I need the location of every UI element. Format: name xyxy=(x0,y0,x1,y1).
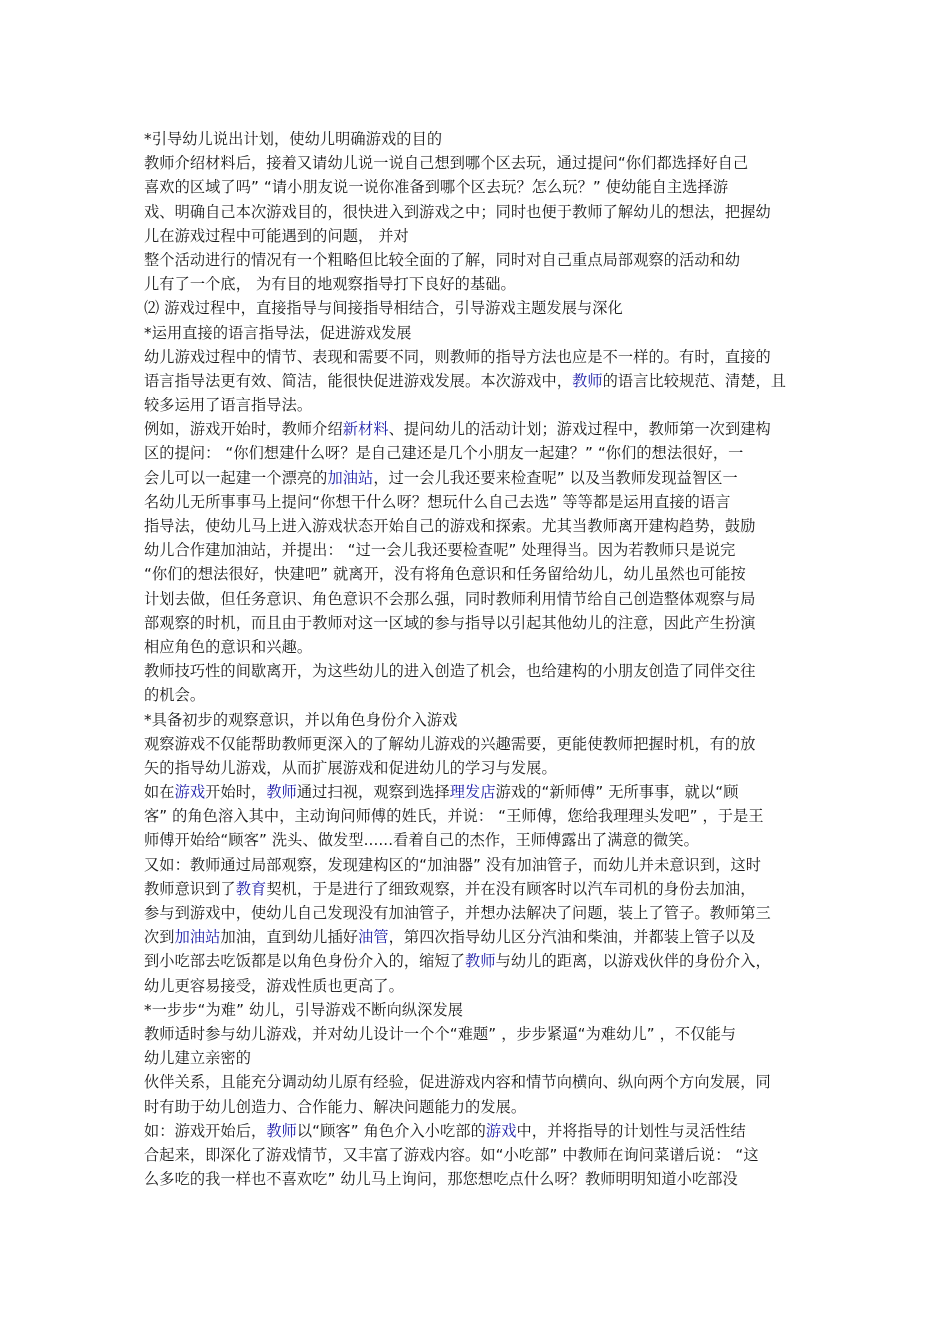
text-line xyxy=(144,949,814,973)
text-run: 部观察的时机，而且由于教师对这一区域的参与指导以引起其他幼儿的注意，因此产生扮演 xyxy=(144,613,756,632)
text-line xyxy=(144,466,814,490)
text-line xyxy=(144,393,814,417)
keyword-link[interactable]: 教师 xyxy=(266,1121,297,1140)
text-run: 指导法，使幼儿马上进入游戏状态开始自己的游戏和探索。尤其当教师离开建构趋势，鼓励 xyxy=(144,517,756,535)
keyword-link[interactable]: 教师 xyxy=(266,783,297,802)
text-line xyxy=(144,1095,814,1119)
text-run: 戏、明确自己本次游戏目的，很快进入到游戏之中；同时也便于教师了解幼儿的想法，把握幼 xyxy=(144,202,771,221)
keyword-link[interactable]: 教师 xyxy=(465,952,496,971)
text-line xyxy=(144,1046,814,1070)
text-run: 的机会。 xyxy=(144,686,206,705)
keyword-link[interactable]: 游戏 xyxy=(174,783,206,802)
text-run: 么多吃的我一样也不喜欢吃” 幼儿马上询问，那您想吃点什么呀？教师明明知道小吃部没 xyxy=(144,1170,738,1189)
text-line xyxy=(144,974,814,998)
text-run: 契机，于是进行了细致观察，并在没有顾客时以汽车司机的身份去加油， xyxy=(266,879,756,898)
text-line xyxy=(144,538,814,562)
text-line xyxy=(144,611,814,635)
text-run: 例如，游戏开始时，教师介绍 xyxy=(144,420,343,439)
text-line xyxy=(144,151,814,175)
text-line xyxy=(144,248,814,272)
text-line xyxy=(144,901,814,925)
text-run: 教师适时参与幼儿游戏，并对幼儿设计一个个“难题” ，步步紧逼“为难幼儿” ，不仅能与 xyxy=(144,1024,737,1043)
text-line xyxy=(144,780,814,804)
text-line xyxy=(144,1119,814,1143)
text-line xyxy=(144,925,814,949)
text-run: 儿有了一个底， 为有目的地观察指导打下良好的基础。 xyxy=(144,275,516,294)
text-line xyxy=(144,369,814,393)
text-line xyxy=(144,659,814,683)
text-run: 伙伴关系，且能充分调动幼儿原有经验，促进游戏内容和情节向横向、纵向两个方向发展，同 xyxy=(144,1073,771,1092)
text-run: 时有助于幼儿创造力、合作能力、解决问题能力的发展。 xyxy=(144,1097,527,1116)
text-line xyxy=(144,490,814,514)
text-run: 观察游戏不仅能帮助教师更深入的了解幼儿游戏的兴趣需要，更能使教师把握时机，有的放 xyxy=(144,734,756,753)
text-run: 较多运用了语言指导法。 xyxy=(144,396,313,415)
text-line xyxy=(144,683,814,707)
text-run: *一步步“为难” 幼儿，引导游戏不断向纵深发展 xyxy=(144,1000,464,1019)
text-run: ，过一会儿我还要来检查呢” 以及当教师发现益智区一 xyxy=(373,468,738,487)
text-line xyxy=(144,1143,814,1167)
text-run: 区的提问： “你们想建什么呀？是自己建还是几个小朋友一起建？” “你们的想法很好，一 xyxy=(144,444,744,463)
keyword-link[interactable]: 游戏 xyxy=(485,1121,517,1140)
text-line xyxy=(144,296,814,320)
text-run: 加油，直到幼儿插好 xyxy=(220,928,359,947)
keyword-link[interactable]: 油管 xyxy=(358,928,389,947)
text-run: 如：游戏开始后， xyxy=(144,1121,267,1140)
text-run: 、提问幼儿的活动计划；游戏过程中，教师第一次到建构 xyxy=(388,420,771,439)
text-line xyxy=(144,1070,814,1094)
text-line xyxy=(144,175,814,199)
text-run: 计划去做，但任务意识、角色意识不会那么强，同时教师利用情节给自己创造整体观察与局 xyxy=(144,589,756,608)
keyword-link[interactable]: 新材料 xyxy=(342,420,389,439)
text-run: 幼儿游戏过程中的情节、表现和需要不同，则教师的指导方法也应是不一样的。有时，直接的 xyxy=(144,347,771,366)
text-line xyxy=(144,441,814,465)
text-run: 以“顾客” 角色介入小吃部的 xyxy=(296,1121,486,1140)
text-run: ，第四次指导幼儿区分汽油和柴油，并都装上管子以及 xyxy=(388,928,756,947)
text-line xyxy=(144,514,814,538)
text-line xyxy=(144,587,814,611)
text-run: 到小吃部去吃饭都是以角色身份介入的，缩短了 xyxy=(144,952,466,971)
text-run: 相应角色的意识和兴趣。 xyxy=(144,637,313,656)
text-line xyxy=(144,998,814,1022)
text-run: 通过扫视，观察到选择 xyxy=(296,783,450,802)
text-run: ⑵ 游戏过程中，直接指导与间接指导相结合，引导游戏主题发展与深化 xyxy=(144,299,623,318)
text-run: 幼儿更容易接受，游戏性质也更高了。 xyxy=(144,976,404,995)
text-line xyxy=(144,828,814,852)
text-run: 矢的指导幼儿游戏，从而扩展游戏和促进幼儿的学习与发展。 xyxy=(144,758,557,777)
text-line xyxy=(144,708,814,732)
text-run: *运用直接的语言指导法，促进游戏发展 xyxy=(144,323,412,342)
text-run: *引导幼儿说出计划，使幼儿明确游戏的目的 xyxy=(144,130,443,148)
text-line xyxy=(144,345,814,369)
keyword-link[interactable]: 教师 xyxy=(572,371,603,390)
text-run: 与幼儿的距离，以游戏伙伴的身份介入， xyxy=(495,952,771,971)
text-run: 儿在游戏过程中可能遇到的问题， 并对 xyxy=(144,226,409,245)
text-run: 客” 的角色溶入其中，主动询问师傅的姓氏，并说： “王师傅，您给我理理头发吧” ，于是王 xyxy=(144,807,764,826)
text-line xyxy=(144,732,814,756)
text-line xyxy=(144,1022,814,1046)
text-run: 师傅开始给“顾客” 洗头、做发型......看着自己的杰作，王师傅露出了满意的微笑。 xyxy=(144,831,699,850)
text-line xyxy=(144,417,814,441)
text-run: 次到 xyxy=(144,928,175,947)
text-run: 整个活动进行的情况有一个粗略但比较全面的了解，同时对自己重点局部观察的活动和幼 xyxy=(144,250,741,269)
keyword-link[interactable]: 理发店 xyxy=(449,783,496,802)
text-line xyxy=(144,272,814,296)
text-line xyxy=(144,127,814,151)
text-run: 语言指导法更有效、简洁，能很快促进游戏发展。本次游戏中， xyxy=(144,371,573,390)
document-body xyxy=(144,127,814,1191)
text-run: 合起来，即深化了游戏情节，又丰富了游戏内容。如“小吃部” 中教师在询问菜谱后说： “这 xyxy=(144,1145,759,1164)
text-run: 的语言比较规范、清楚，且 xyxy=(602,371,787,390)
text-run: 教师介绍材料后，接着又请幼儿说一说自己想到哪个区去玩，通过提问“你们都选择好自己 xyxy=(144,154,749,173)
keyword-link[interactable]: 加油站 xyxy=(327,468,374,487)
text-line xyxy=(144,562,814,586)
text-run: 如在 xyxy=(144,783,175,802)
text-run: 喜欢的区域了吗” “请小朋友说一说你准备到哪个区去玩？怎么玩？” 使幼能自主选择游 xyxy=(144,178,729,197)
text-line xyxy=(144,1167,814,1191)
keyword-link[interactable]: 教育 xyxy=(235,879,267,898)
text-line xyxy=(144,804,814,828)
text-run: 教师技巧性的间歇离开，为这些幼儿的进入创造了机会，也给建构的小朋友创造了同伴交往 xyxy=(144,662,756,681)
text-line xyxy=(144,321,814,345)
text-run: *具备初步的观察意识，并以角色身份介入游戏 xyxy=(144,710,458,729)
text-line xyxy=(144,635,814,659)
text-run: 会儿可以一起建一个漂亮的 xyxy=(144,468,328,487)
text-run: 中，并将指导的计划性与灵活性结 xyxy=(516,1121,746,1140)
text-line xyxy=(144,200,814,224)
text-line xyxy=(144,224,814,248)
text-line xyxy=(144,877,814,901)
text-run: 参与到游戏中，使幼儿自己发现没有加油管子，并想办法解决了问题，装上了管子。教师第三 xyxy=(144,904,771,922)
text-run: “你们的想法很好，快建吧” 就离开，没有将角色意识和任务留给幼儿，幼儿虽然也可能按 xyxy=(144,565,746,584)
text-line xyxy=(144,853,814,877)
text-run: 幼儿合作建加油站，并提出： “过一会儿我还要检查呢” 处理得当。因为若教师只是说完 xyxy=(144,541,736,560)
keyword-link[interactable]: 加油站 xyxy=(174,928,221,947)
text-run: 幼儿建立亲密的 xyxy=(144,1049,252,1068)
text-run: 教师意识到了 xyxy=(144,879,236,898)
text-run: 开始时， xyxy=(205,783,267,802)
text-run: 又如：教师通过局部观察，发现建构区的“加油器” 没有加油管子，而幼儿并未意识到，这时 xyxy=(144,855,762,874)
text-run: 游戏的“新师傅” 无所事事，就以“顾 xyxy=(495,783,739,802)
text-line xyxy=(144,756,814,780)
text-run: 名幼儿无所事事马上提问“你想干什么呀？想玩什么自己去选” 等等都是运用直接的语言 xyxy=(144,492,731,511)
